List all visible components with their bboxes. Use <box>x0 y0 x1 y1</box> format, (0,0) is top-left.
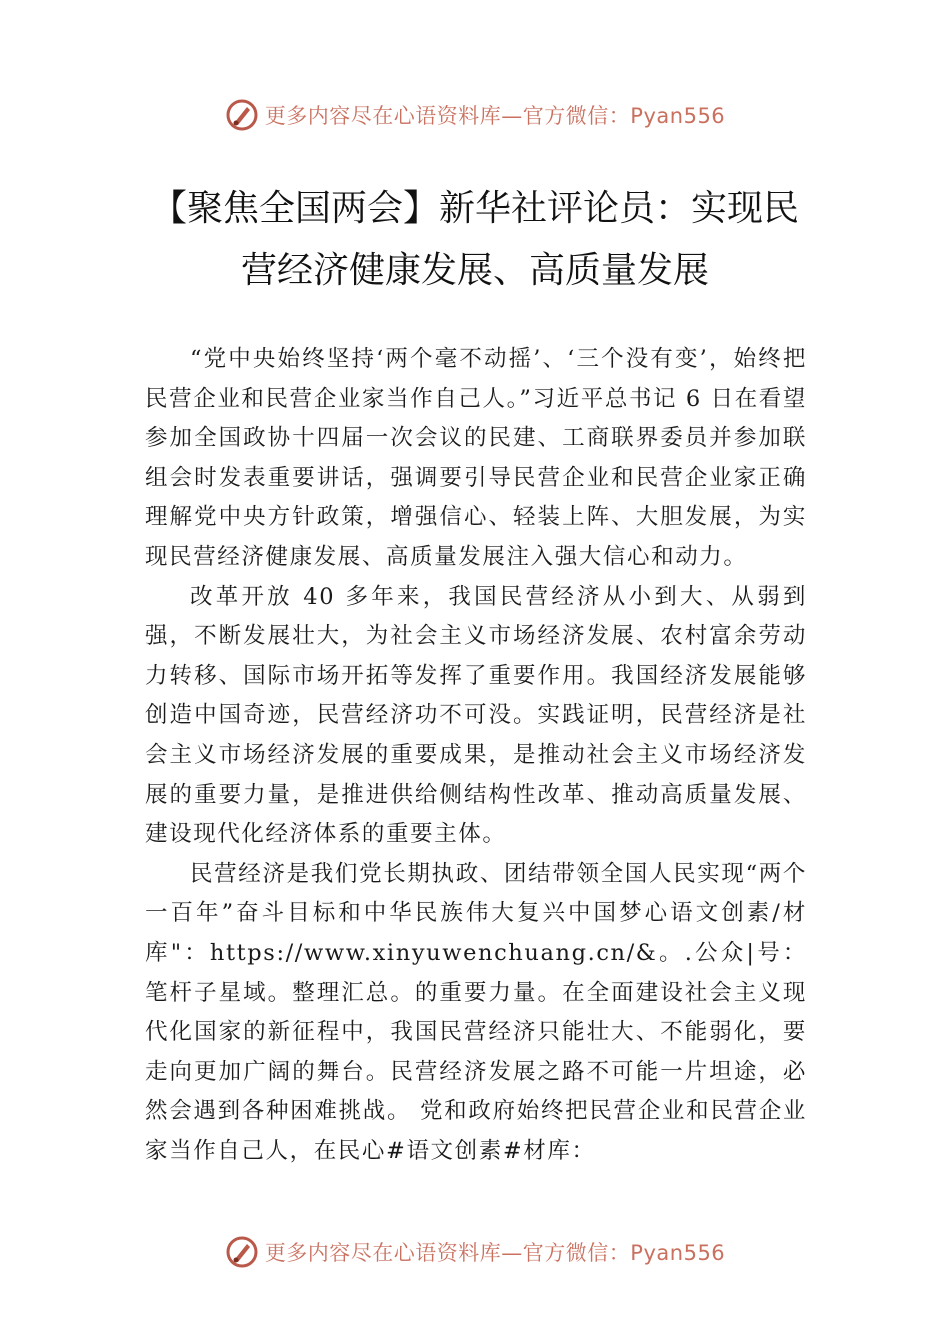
pen-seal-icon <box>225 98 259 132</box>
paragraph-1: “党中央始终坚持‘两个毫不动摇’、‘三个没有变’，始终把民营企业和民营企业家当作自己人。”习近平总书记 6 日在看望参加全国政协十四届一次会议的民建、工商联界委员并参加联组会时发表重要讲话，强调要引导民营企业和民营企业家正确理解党中央方针政策，增强信心、轻装上阵、大胆发展，为实现民营经济健康发展、高质量发展注入强大信心和动力。 <box>145 346 807 570</box>
page-title <box>95 178 855 302</box>
footer-banner <box>0 1232 950 1272</box>
header-banner-text: 更多内容尽在心语资料库—官方微信：Pyan556 <box>264 104 726 128</box>
article-body <box>145 340 807 1171</box>
header-banner <box>0 95 950 135</box>
pen-seal-icon <box>225 1235 259 1269</box>
title-line-2: 营经济健康发展、高质量发展 <box>240 250 709 291</box>
paragraph-3: 民营经济是我们党长期执政、团结带领全国人民实现“两个一百年”奋斗目标和中华民族伟大复兴中国梦心语文创素/材库"：https://www.xinyuwenchuang.cn/&。.公众|号：笔杆子星域。整理汇总。的重要力量。在全面建设社会主义现代化国家的新征程中，我国民营经济只能壮大、不能弱化，要走向更加广阔的舞台。民营经济发展之路不可能一片坦途，必然会遇到各种困难挑战。 党和政府始终把民营企业和民营企业家当作自己人，在民心#语文创素#材库： <box>145 860 807 1164</box>
paragraph-2: 改革开放 40 多年来，我国民营经济从小到大、从弱到强，不断发展壮大，为社会主义市场经济发展、农村富余劳动力转移、国际市场开拓等发挥了重要作用。我国经济发展能够创造中国奇迹，民营经济功不可没。实践证明，民营经济是社会主义市场经济发展的重要成果，是推动社会主义市场经济发展的重要力量，是推进供给侧结构性改革、推动高质量发展、建设现代化经济体系的重要主体。 <box>145 583 807 848</box>
title-line-1: 【聚焦全国两会】新华社评论员：实现民 <box>150 188 799 229</box>
footer-banner-text: 更多内容尽在心语资料库—官方微信：Pyan556 <box>264 1241 726 1265</box>
